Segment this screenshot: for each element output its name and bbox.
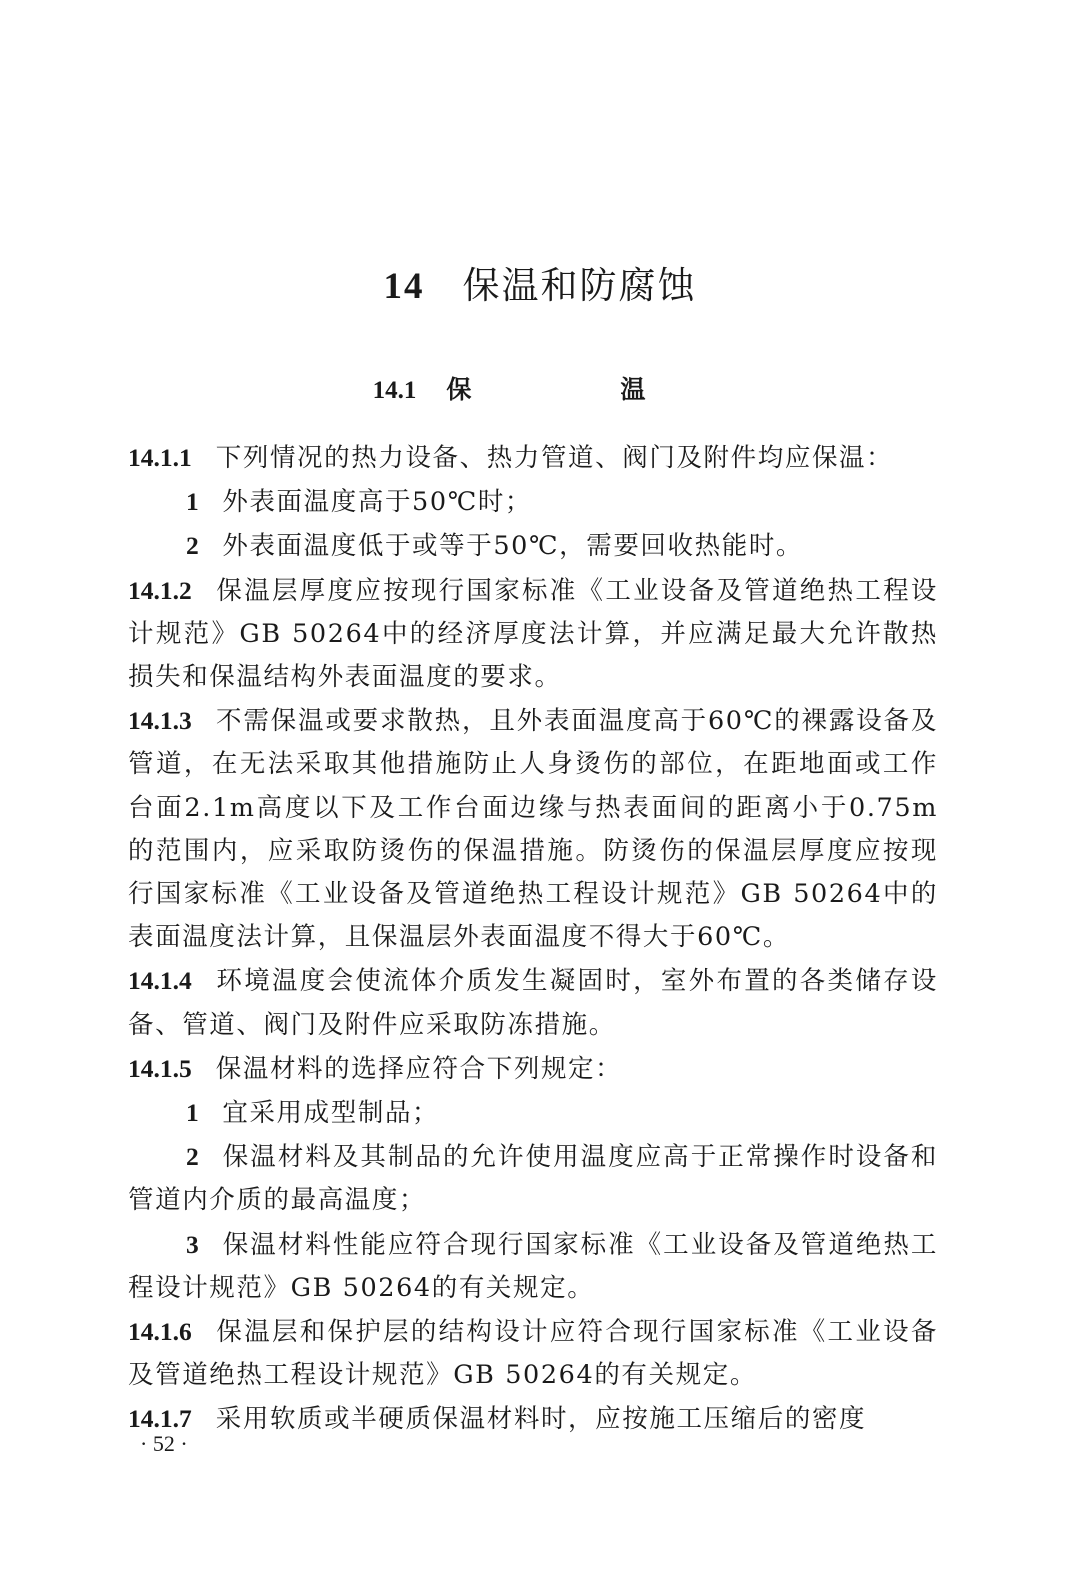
item-number: 1	[186, 1098, 201, 1128]
chapter-title	[0, 258, 1080, 315]
clause-number: 14.1.1	[128, 443, 192, 472]
clause-14-1-6	[128, 1310, 938, 1397]
list-item	[128, 524, 938, 568]
item-text: 保温材料及其制品的允许使用温度应高于正常操作时设备和管道内介质的最高温度；	[128, 1142, 938, 1216]
clause-text: 环境温度会使流体介质发生凝固时，室外布置的各类储存设备、管道、阀门及附件应采取防冻措施。	[128, 966, 938, 1040]
list-item	[128, 1223, 938, 1310]
clause-14-1-5	[128, 1047, 938, 1091]
clause-text: 采用软质或半硬质保温材料时，应按施工压缩后的密度	[215, 1404, 867, 1435]
clause-number: 14.1.2	[128, 575, 192, 605]
clause-text: 保温层厚度应按现行国家标准《工业设备及管道绝热工程设计规范》GB 50264中的经济厚度法计算，并应满足最大允许散热损失和保温结构外表面温度的要求。	[128, 575, 938, 693]
clause-number: 14.1.3	[128, 706, 192, 736]
clause-text: 下列情况的热力设备、热力管道、阀门及附件均应保温：	[215, 443, 894, 473]
clause-text: 保温材料的选择应符合下列规定：	[215, 1053, 623, 1084]
chapter-title-text: 保温和防腐蚀	[462, 264, 697, 307]
clause-text: 保温层和保护层的结构设计应符合现行国家标准《工业设备及管道绝热工程设计规范》GB 50264的有关规定。	[128, 1317, 938, 1391]
clause-number: 14.1.5	[128, 1053, 192, 1083]
clause-number: 14.1.4	[128, 966, 192, 996]
list-item	[128, 480, 938, 524]
clause-number: 14.1.7	[128, 1404, 192, 1434]
item-number: 1	[186, 487, 201, 517]
clause-14-1-1	[128, 436, 938, 480]
clause-number: 14.1.6	[128, 1317, 192, 1347]
item-text: 外表面温度低于或等于50℃，需要回收热能时。	[222, 531, 804, 562]
clause-14-1-2	[128, 569, 938, 700]
item-number: 2	[186, 531, 201, 561]
item-text: 保温材料性能应符合现行国家标准《工业设备及管道绝热工程设计规范》GB 50264的有关规定。	[128, 1229, 938, 1303]
item-text: 宜采用成型制品；	[222, 1098, 440, 1129]
item-number: 3	[186, 1229, 201, 1259]
clause-text: 不需保温或要求散热，且外表面温度高于60℃的裸露设备及管道，在无法采取其他措施防止人身烫伤的部位，在距地面或工作台面2.1m高度以下及工作台面边缘与热表面间的距离小于0.75m的范围内，应采取防烫伤的保温措施。防烫伤的保温层厚度应按现行国家标准《工业设备及管道绝热工程设计规范》GB 50264中的表面温度法计算，且保温层外表面温度不得大于60℃。	[128, 706, 938, 953]
item-number: 2	[186, 1142, 201, 1172]
clause-14-1-7	[128, 1397, 938, 1441]
clause-14-1-3	[128, 699, 938, 959]
section-number: 14.1	[372, 377, 417, 404]
list-item	[128, 1091, 938, 1135]
item-text: 外表面温度高于50℃时；	[222, 487, 533, 518]
section-title	[0, 368, 1080, 413]
clause-14-1-4	[128, 959, 938, 1046]
list-item	[128, 1135, 938, 1222]
body-text	[128, 436, 938, 1442]
section-title-text: 保 温	[446, 375, 708, 404]
page-number: · 52 ·	[140, 1431, 188, 1456]
chapter-number: 14	[383, 266, 425, 307]
